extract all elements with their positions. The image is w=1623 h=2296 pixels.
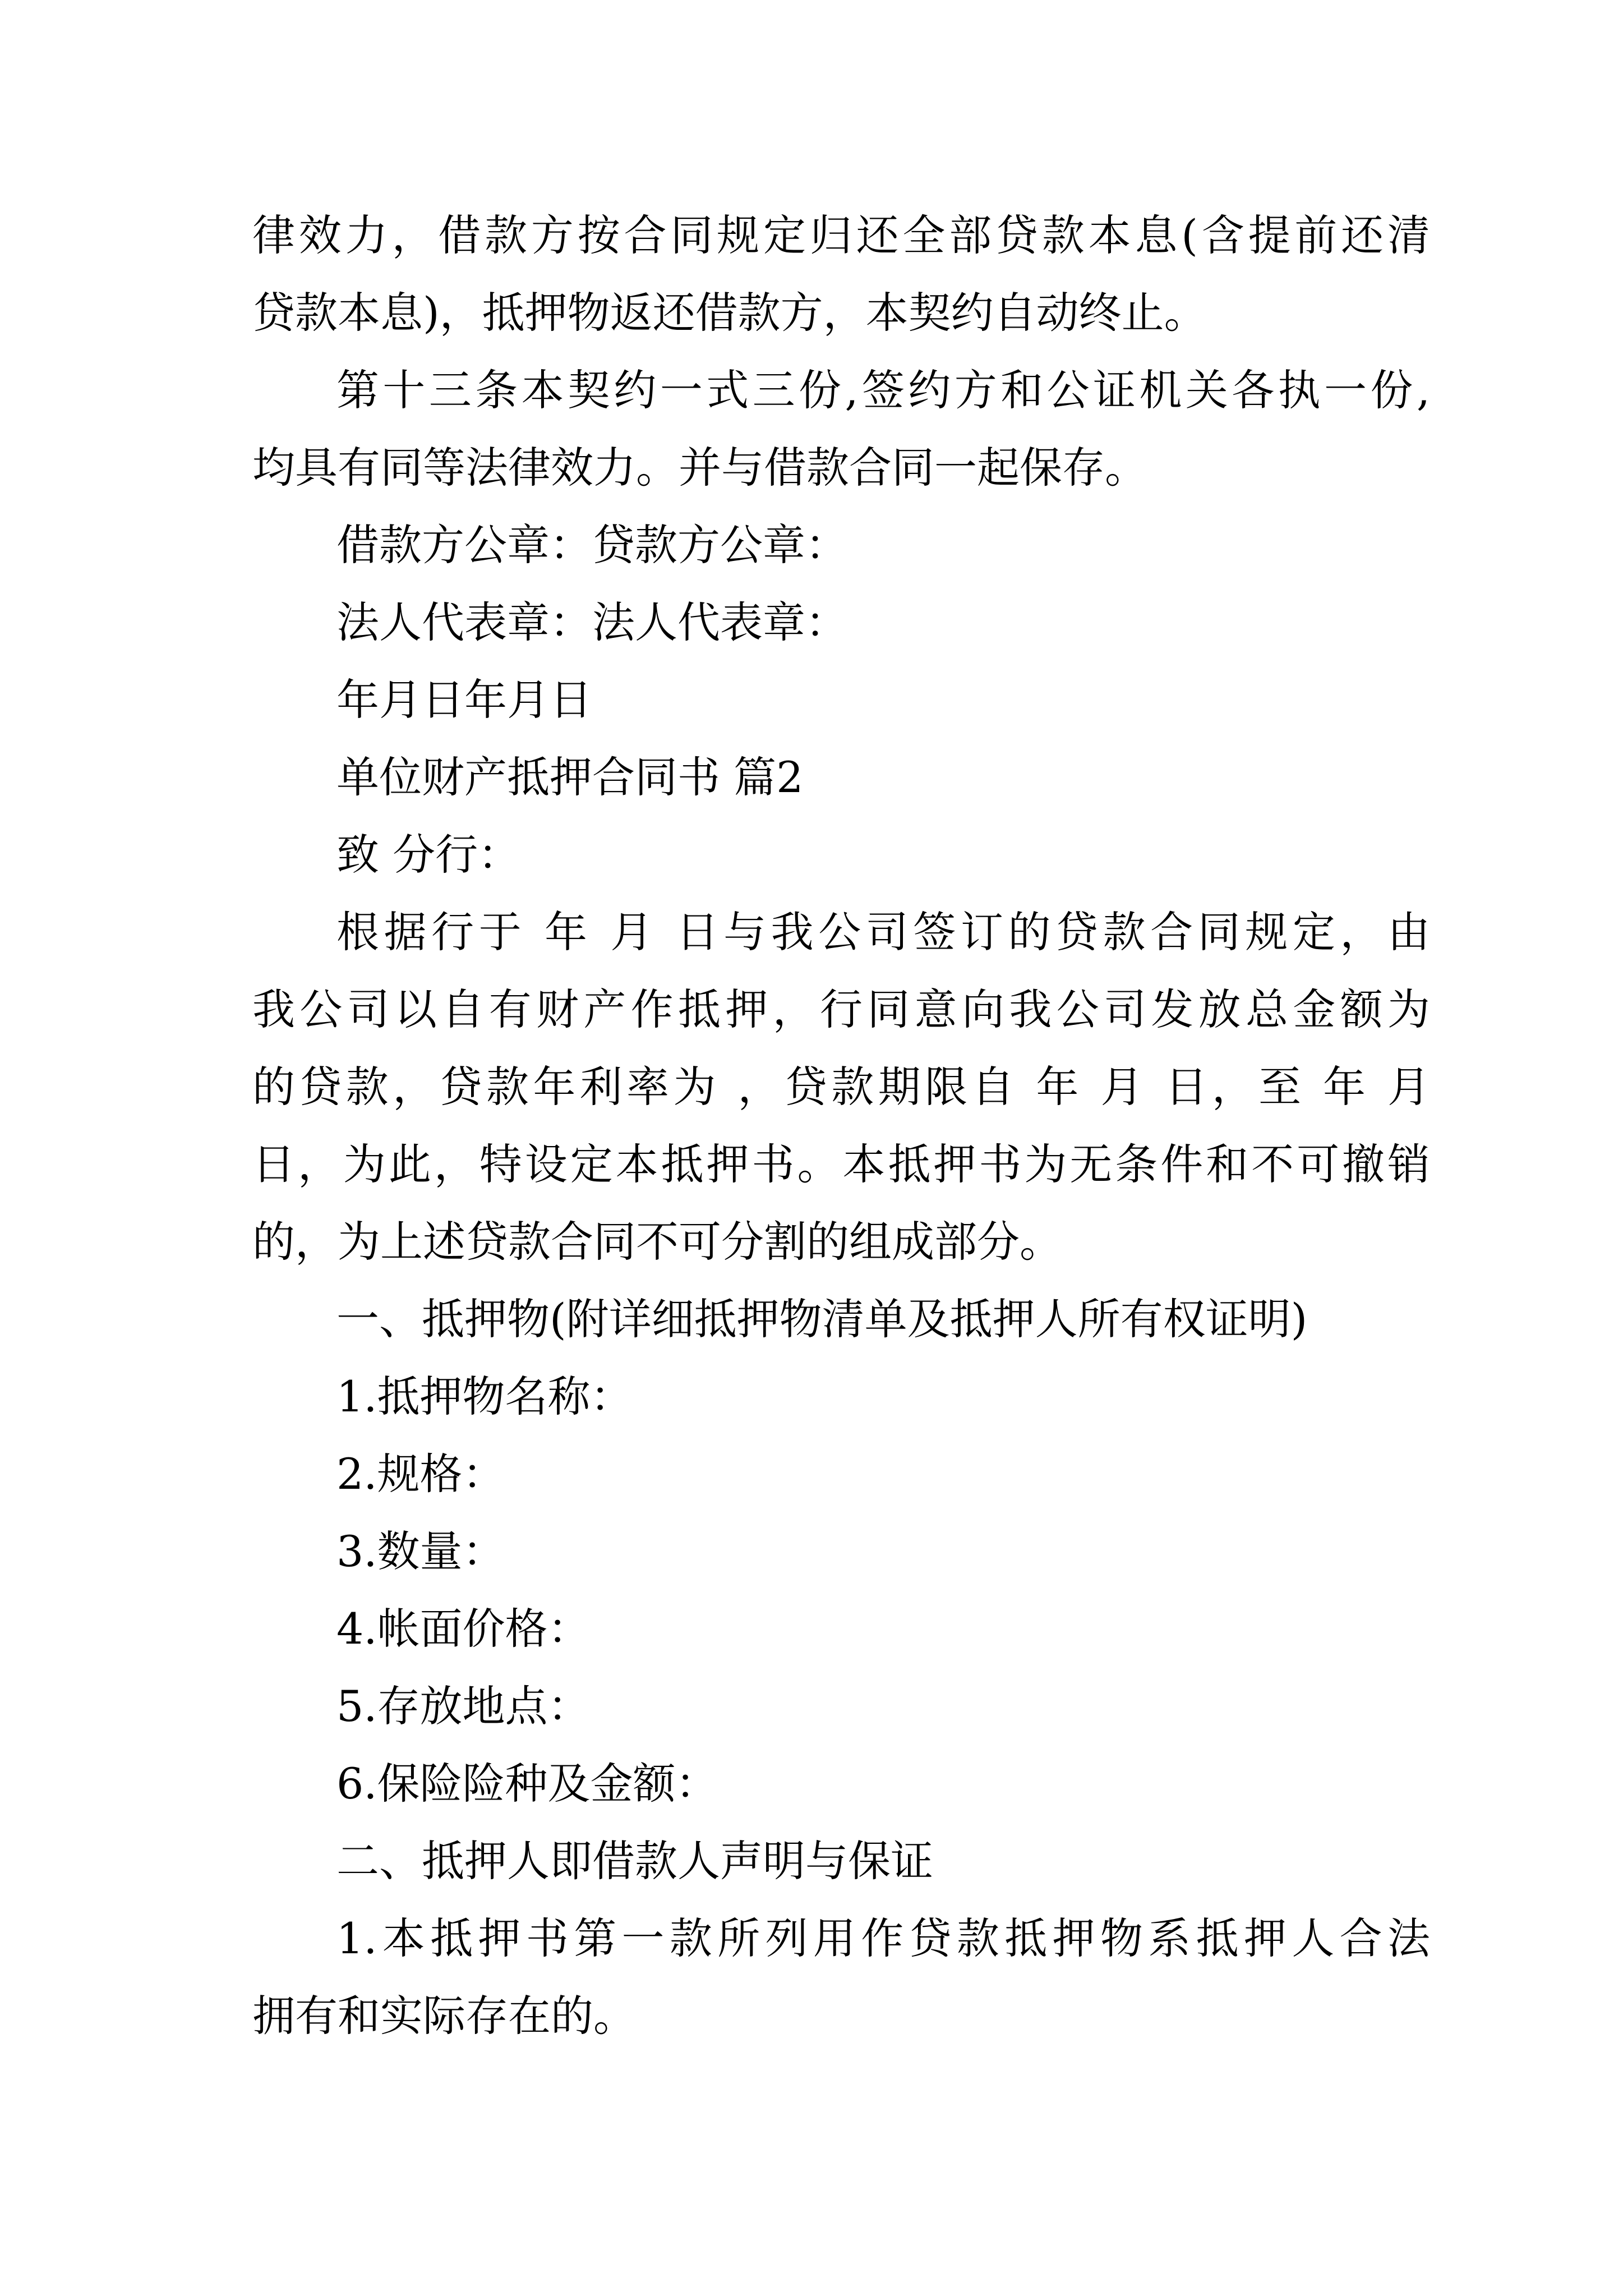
- list-item: 6.保险险种及金额：: [336, 1759, 718, 1809]
- signature-line: 法人代表章：法人代表章：: [336, 597, 848, 647]
- paragraph-line: 第十三条本契约一式三份,签约方和公证机关各执一份,: [336, 365, 1430, 415]
- list-item: 2.规格：: [336, 1449, 505, 1499]
- paragraph-line: 贷款本息)，抵押物返还借款方，本契约自动终止。: [252, 288, 1207, 338]
- paragraph-line: 根据行于 年 月 日与我公司签订的贷款合同规定，由: [336, 907, 1430, 957]
- clause-heading: 一、抵押物(附详细抵押物清单及抵押人所有权证明): [336, 1294, 1308, 1344]
- paragraph-line: 的，为上述贷款合同不可分割的组成部分。: [252, 1217, 1062, 1267]
- list-item: 4.帐面价格：: [336, 1604, 591, 1654]
- clause-heading: 二、抵押人即借款人声明与保证: [336, 1836, 933, 1886]
- paragraph-line: 日，为此，特设定本抵押书。本抵押书为无条件和不可撤销: [252, 1139, 1430, 1189]
- list-item: 1.抵押物名称：: [336, 1372, 633, 1421]
- list-item: 3.数量：: [336, 1526, 505, 1576]
- signature-line: 借款方公章：贷款方公章：: [336, 520, 848, 570]
- paragraph-line: 律效力，借款方按合同规定归还全部贷款本息(含提前还清: [252, 210, 1430, 260]
- list-item: 5.存放地点：: [336, 1681, 591, 1731]
- paragraph-line: 均具有同等法律效力。并与借款合同一起保存。: [252, 443, 1147, 493]
- section-heading: 单位财产抵押合同书 篇2: [336, 752, 804, 802]
- paragraph-line: 我公司以自有财产作抵押，行同意向我公司发放总金额为: [252, 984, 1430, 1034]
- list-item: 1.本抵押书第一款所列用作贷款抵押物系抵押人合法: [336, 1913, 1430, 1963]
- salutation-line: 致 分行：: [336, 830, 521, 880]
- paragraph-line: 的贷款，贷款年利率为 ，贷款期限自 年 月 日，至 年 月: [252, 1062, 1430, 1112]
- date-line: 年月日年月日: [336, 675, 592, 725]
- paragraph-line: 拥有和实际存在的。: [252, 1991, 636, 2041]
